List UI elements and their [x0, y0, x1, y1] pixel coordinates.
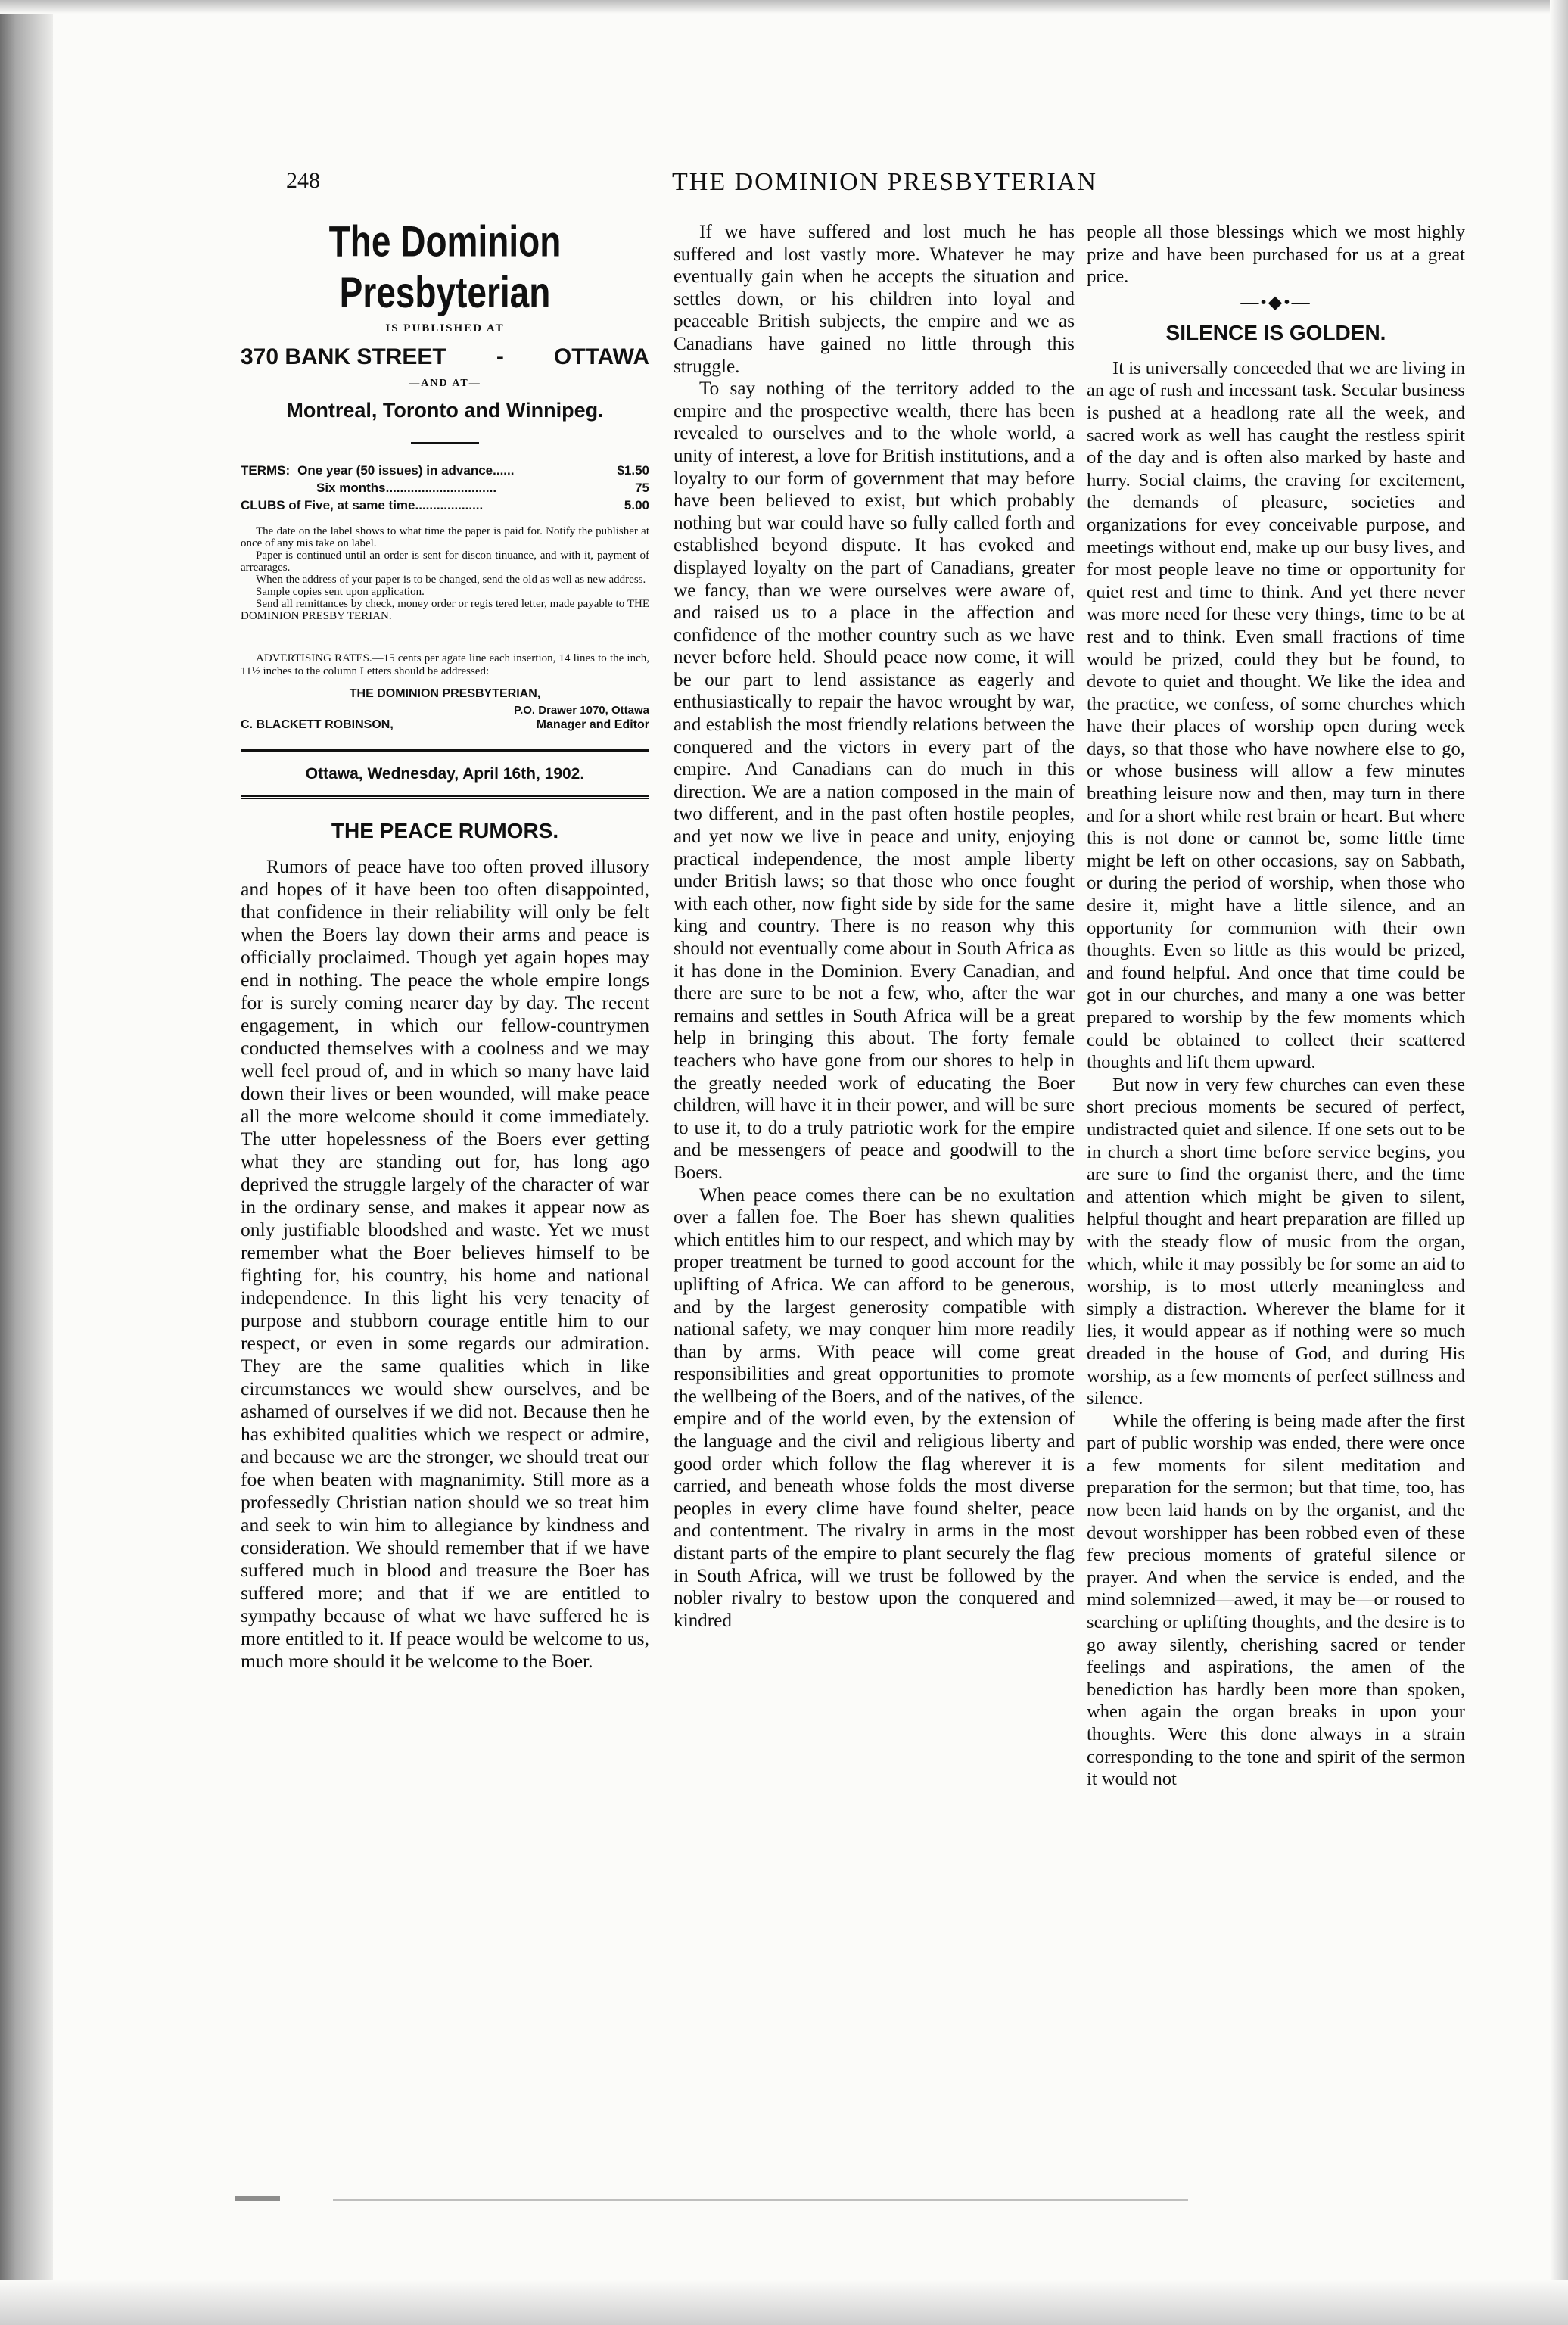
article-body — [241, 855, 649, 1673]
article-body-continued — [674, 221, 1075, 1632]
terms-box — [241, 463, 649, 513]
terms-label: TERMS: — [241, 463, 291, 478]
street: 370 BANK STREET — [241, 344, 446, 369]
article-headline: THE PEACE RUMORS. — [331, 819, 559, 842]
masthead-title: The Dominion Presbyterian — [328, 216, 562, 317]
city: OTTAWA — [553, 344, 649, 369]
page-right-shadow — [1550, 0, 1568, 2325]
terms-row — [241, 498, 649, 513]
paragraph: If we have suffered and lost much he has suffered and lost vastly more. Whatever he may eventually gain when he accepts the situation and settles down, or his children into loyal and peaceable British subjects, the empire and we as Canadians have gained no little through this struggle. — [674, 222, 1075, 377]
page-left-shadow — [0, 0, 53, 2325]
article-body-end — [1087, 221, 1465, 288]
note: When the address of your paper is to be changed, send the old as well as new address. — [256, 574, 646, 586]
ink-smudge — [333, 2199, 1188, 2201]
paragraph: But now in very few churches can even these short precious moments be secured of perfect, undistracted quiet and silence. If one sets out to be in church a short time before service begins, you are sure to find the organist there, and the time and attention which might be given to silent, helpful thought and heart preparation are filled up with the steady flow of music from the organ, which, while it may possibly be for some an aid to worship, is to most utterly meaningless and simply a distraction. Wherever the blame for it lies, it would appear as if nothing were so much dreaded in the house of God, and during His worship, as a few moments of perfect stillness and silence. — [1087, 1074, 1465, 1409]
editor-line — [241, 718, 649, 732]
paragraph: While the offering is being made after the first part of public worship was ended, there were once a few moments for silent meditation and preparation for the sermon; but that time, too, has now been laid hands on by the organist, and the devout worshipper has been robbed even of these few precious moments of grateful silence or prayer. And when the service is ended, and the mind solemnized—awed, it may be—or roused to searching or uplifting thoughts, and the desire is to go away silently, cherishing sacred or tender feelings and aspirations, the amen of the benediction has hardly been more than spoken, when again the organ breaks in upon your thoughts. Were this done always in a strain corresponding to the tone and spirit of the sermon it would not — [1087, 1410, 1465, 1790]
note: Sample copies sent upon application. — [256, 586, 425, 598]
ink-smudge — [235, 2196, 280, 2201]
terms-row — [241, 463, 649, 478]
publisher-box: P.O. Drawer 1070, Ottawa — [514, 704, 649, 717]
editor-title: Manager and Editor — [536, 718, 649, 731]
paragraph: When peace comes there can be no exultation over a fallen foe. The Boer has shewn qualities which entitles him to our respect, and which may by proper treatment be turned to good account for the uplifting of Africa. We can afford to be generous, and by the largest generosity compatible with national safety, we may conquer him more readily than by arms. With peace will come great responsibilities and great opportunities to promote the wellbeing of the Boers, and of the natives, of the empire and of the world even, by the extension of the language and the civil and religious liberty and good order which follow the flag wherever it is carried, and beneath whose folds the most diverse peoples in every clime have found shelter, peace and contentment. The rivalry in arms in the most distant parts of the empire to plant securely the flag in South Africa, will we trust be followed by the nobler rivalry to bestow upon the conquered and kindred — [674, 1184, 1075, 1631]
editor-name: C. BLACKETT ROBINSON, — [241, 718, 394, 731]
terms-row-price: 75 — [635, 481, 649, 495]
terms-row-label: CLUBS of Five, at same time................... — [241, 498, 484, 512]
paragraph: people all those blessings which we most highly prize and have been purchased for us at a great price. — [1087, 222, 1465, 288]
article-headline: SILENCE IS GOLDEN. — [1165, 320, 1386, 344]
column-middle — [674, 221, 1075, 1632]
advertising-text: ADVERTISING RATES.—15 cents per agate line each insertion, 14 lines to the inch, 11½ inches to the column Letters should be addressed: — [241, 652, 649, 677]
note: The date on the label shows to what time the paper is paid for. Notify the publisher at once of any mis take on label. — [241, 525, 649, 549]
published-at: IS PUBLISHED AT — [385, 322, 505, 335]
cities: Montreal, Toronto and Winnipeg. — [286, 399, 604, 422]
article-body — [1087, 357, 1465, 1791]
terms-row-price: $1.50 — [617, 463, 649, 478]
advertising-rates — [241, 652, 649, 678]
terms-row — [241, 481, 649, 496]
paragraph: Rumors of peace have too often proved illusory and hopes of it have been too often disappointed, that confidence in their reliability will only be felt when the Boers lay down their arms and peace is officially proclaimed. Though yet again hopes may end in nothing. The peace the whole empire longs for is surely coming nearer day by day. The recent engagement, in which our fellow-countrymen conducted themselves with a coolness and we may well feel proud of, and in which so many have laid down their lives or been wounded, will make peace all the more welcome should it come immediately. The utter hopelessness of the Boers ever getting what they are standing out for, has long ago deprived the struggle largely of the character of war in the ordinary sense, and makes it appear now as only justifiable bloodshed and waste. Yet we must remember what the Boer believes himself to be fighting for, his country, his home and national independence. In this light his very tenacity of purpose and stubborn courage entitle him to our respect, or even in some regards our admiration. They are the same qualities which in like circumstances we would shew ourselves, and be ashamed of ourselves if we did not. Because then he has exhibited qualities which we respect or admire, and because we are the stronger, we should treat our foe when beaten with magnanimity. Still more as a professedly Christian nation should we so treat him and seek to win him to allegiance by kindness and consideration. We should remember that if we have suffered much in blood and treasure the Boer has suffered more; and that if we are entitled to sympathy because of what we have suffered he is more entitled to it. If peace would be welcome to us, much more should it be welcome to the Boer. — [241, 855, 649, 1672]
subscription-notes — [241, 525, 649, 622]
dateline: Ottawa, Wednesday, April 16th, 1902. — [241, 749, 649, 799]
page-number: 248 — [286, 168, 320, 193]
publisher-name: THE DOMINION PRESBYTERIAN, — [349, 687, 541, 700]
terms-row-label: One year (50 issues) in advance...... — [297, 463, 515, 478]
short-rule — [411, 442, 479, 444]
paragraph: It is universally conceeded that we are living in an age of rush and incessant task. Secular business is pushed at a headlong rate all the week, and sacred work as well has caught the restless spirit of the day and is often also marked by haste and hurry. Social claims, the craving for excitement, the demands of pleasure, societies and organizations for evey conceivable purpose, and meetings without end, make up our busy lives, and for most people leave no time or opportunity for quiet rest and time to think. And yet there never was more need for these very things, time to be at rest and to think. Even small fractions of time would be prized, could they but be found, to devote to quiet and thought. We like the idea and the practice, we confess, of some churches which have their places of worship open during week days, so that those who have nowhere else to go, or whose business will allow a few minutes breathing leisure now and then, may turn in there and for a short while rest brain or heart. But where this is not done or cannot be, some little time might be left on other occasions, say on Sabbath, or during the period of worship, when those who desire it, might have a little silence, and an opportunity for communion with their own thoughts. Even so little as this would be prized, and found helpful. And once that time could be got in our churches, and many a one was better prepared to worship by the few moments which could be obtained to collect their scattered thoughts and lift them upward. — [1087, 357, 1465, 1073]
note: Send all remittances by check, money order or regis tered letter, made payable to THE DOMINION PRESBY TERIAN. — [241, 598, 649, 622]
page-top-shadow — [0, 0, 1568, 14]
column-left — [241, 216, 649, 1673]
address-line — [241, 344, 649, 370]
terms-row-label: Six months............................... — [316, 481, 497, 495]
address-dash: - — [496, 344, 504, 369]
ornament-divider: —•◆•— — [1240, 292, 1311, 313]
and-at: —AND AT— — [409, 378, 481, 389]
page-bottom-shadow — [0, 2280, 1568, 2325]
paragraph: To say nothing of the territory added to the empire and the prospective wealth, there has been revealed to ourselves and to the whole world, a unity of interest, a love for British institutions, and a loyalty to our form of government that may before have been believed to exist, but which probably nothing but war could have so fully called forth and established beyond dispute. It has evoked and displayed loyalty on the part of Canadians, greater we fancy, than we were ourselves were aware of, and raised us to a place in the affection and confidence of the mother country such as we have never before held. Should peace now come, it will be our part to lend assistance as eagerly and enthusiastically to repair the havoc wrought by war, and establish the most friendly relations between the conquered and the victors in every part of the empire. And Canadians can do much in this direction. We are a nation composed in the main of two different, and in the past often hostile peoples, and yet now we live in peace and unity, enjoying practical independence, the most ample liberty under British laws; so that those who once fought with each other, now fight side by side for the same king and country. There is no reason why this should not eventually come about in South Africa as it has done in the Dominion. Every Canadian, and there are sure to be not a few, who, after the war remains and settles in South Africa will be a great help in bringing this about. The forty female teachers who have gone from our shores to help in the greatly needed work of educating the Boer children, will have it in their power, and will be sure to use it, to do a truly patriotic work for the empire and be messengers of peace and goodwill to the Boers. — [674, 378, 1075, 1183]
terms-row-price: 5.00 — [624, 498, 649, 512]
running-head: THE DOMINION PRESBYTERIAN — [672, 168, 1097, 196]
note: Paper is continued until an order is sent for discon tinuance, and with it, payment of arrearages. — [241, 549, 649, 574]
column-right — [1087, 221, 1465, 1791]
